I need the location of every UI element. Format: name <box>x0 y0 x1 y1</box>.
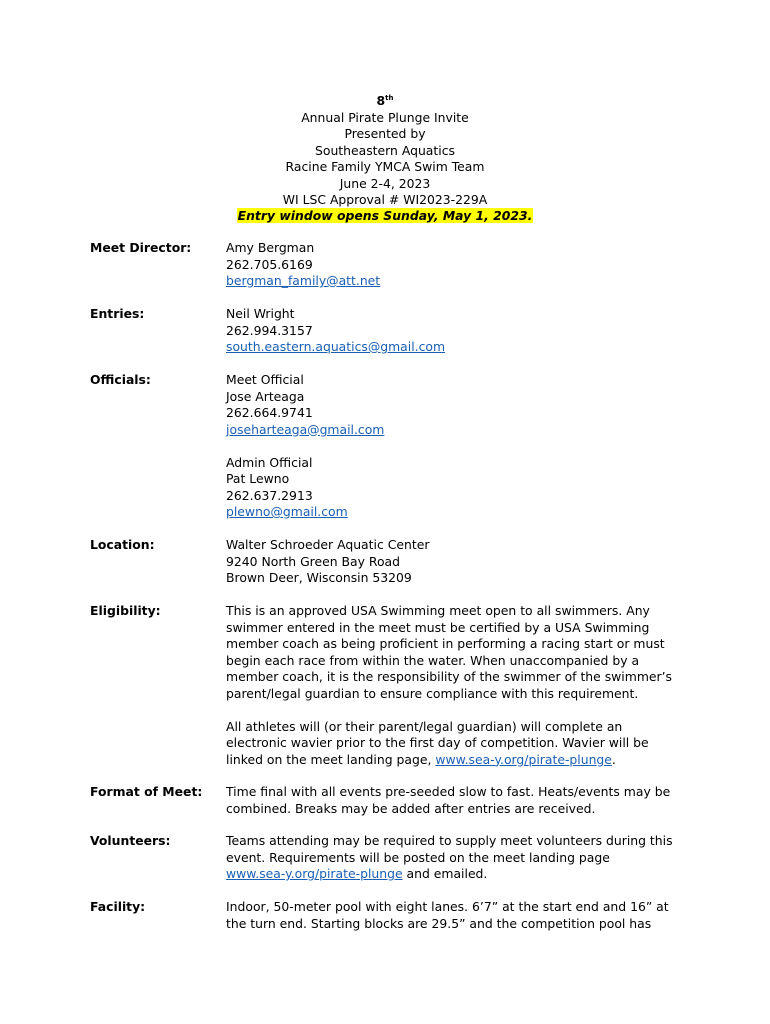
entries-content <box>226 306 672 356</box>
location-label: Location: <box>90 537 155 552</box>
meet-official-email-link[interactable]: joseharteaga@gmail.com <box>226 421 385 437</box>
admin-official-name: Pat Lewno <box>226 471 290 486</box>
volunteers-text-end: and emailed. <box>402 866 488 881</box>
eligibility-text-line: parent/legal guardian to ensure compliance with this requirement. <box>226 685 639 701</box>
waiver-text-end: . <box>611 751 616 767</box>
volunteers-text-line: event. Requirements will be posted on the meet landing page <box>226 849 610 865</box>
title-number: 8 <box>376 93 386 108</box>
volunteers-text-line: Teams attending may be required to supply meet volunteers during this <box>226 833 673 848</box>
title-text: Annual Pirate Plunge Invite <box>301 109 469 125</box>
meet-director-phone: 262.705.6169 <box>226 256 313 272</box>
entries-label: Entries: <box>90 306 145 321</box>
eligibility-text-line: member coach as being proficient in performing a racing start or must <box>226 636 665 651</box>
officials-content <box>226 372 672 521</box>
admin-official-phone: 262.637.2913 <box>226 487 313 503</box>
eligibility-text-line: begin each race from within the water. When unaccompanied by a <box>226 652 640 668</box>
format-content <box>226 784 672 817</box>
meet-director-label: Meet Director: <box>90 240 192 255</box>
title-ordinal: th <box>385 94 394 102</box>
meet-official-phone: 262.664.9741 <box>226 405 313 420</box>
eligibility-label: Eligibility: <box>90 603 161 618</box>
eligibility-text-line: member coach, it is the responsibility of the swimmer of the swimmer’s <box>226 669 673 684</box>
location-street: 9240 North Green Bay Road <box>226 553 400 569</box>
format-text-line: combined. Breaks may be added after entries are received. <box>226 800 596 816</box>
waiver-text-line <box>226 752 672 769</box>
facility-label: Facility: <box>90 899 146 914</box>
entry-window-highlight: Entry window opens Sunday, May 1, 2023. <box>237 208 533 223</box>
facility-text-line: the turn end. Starting blocks are 29.5” and the competition pool has <box>226 915 652 931</box>
eligibility-content <box>226 603 672 768</box>
host-team: Racine Family YMCA Swim Team <box>285 159 485 174</box>
meet-title <box>0 93 770 110</box>
approval-number: WI LSC Approval # WI2023-229A <box>282 192 488 207</box>
eligibility-text-line: This is an approved USA Swimming meet open to all swimmers. Any <box>226 603 650 618</box>
meet-director-content <box>226 240 672 290</box>
location-city: Brown Deer, Wisconsin 53209 <box>226 570 412 585</box>
admin-official-email-link[interactable]: plewno@gmail.com <box>226 504 348 519</box>
meet-landing-page-link[interactable]: www.sea-y.org/pirate-plunge <box>435 751 612 767</box>
entries-email-link[interactable]: south.eastern.aquatics@gmail.com <box>226 339 446 354</box>
entries-phone: 262.994.3157 <box>226 322 313 338</box>
format-text-line: Time final with all events pre-seeded slow to fast. Heats/events may be <box>226 784 671 799</box>
facility-content <box>226 899 672 932</box>
host-club: Southeastern Aquatics <box>315 142 455 158</box>
meet-official-name: Jose Arteaga <box>226 388 305 404</box>
volunteers-content <box>226 833 672 883</box>
volunteers-text-line <box>226 866 672 883</box>
location-venue: Walter Schroeder Aquatic Center <box>226 537 430 552</box>
presented-by: Presented by <box>344 126 426 141</box>
officials-label: Officials: <box>90 372 151 387</box>
admin-official-title: Admin Official <box>226 454 313 470</box>
meet-director-email-link[interactable]: bergman_family@att.net <box>226 273 381 288</box>
meet-header <box>0 93 770 209</box>
eligibility-text-line: swimmer entered in the meet must be certified by a USA Swimming <box>226 619 650 635</box>
meet-official-title: Meet Official <box>226 372 304 387</box>
entries-name: Neil Wright <box>226 306 295 321</box>
entry-window-notice <box>0 208 770 224</box>
facility-text-line: Indoor, 50-meter pool with eight lanes. 6’7” at the start end and 16” at <box>226 899 669 914</box>
location-content <box>226 537 672 587</box>
volunteers-landing-page-link[interactable]: www.sea-y.org/pirate-plunge <box>226 866 403 881</box>
volunteers-label: Volunteers: <box>90 833 171 848</box>
meet-dates: June 2-4, 2023 <box>339 175 431 191</box>
waiver-text-line: All athletes will (or their parent/legal guardian) will complete an <box>226 718 623 734</box>
waiver-text: linked on the meet landing page, <box>226 751 436 767</box>
meet-director-name: Amy Bergman <box>226 240 315 255</box>
waiver-text-line: electronic wavier prior to the first day of competition. Wavier will be <box>226 735 649 750</box>
format-label: Format of Meet: <box>90 784 203 799</box>
